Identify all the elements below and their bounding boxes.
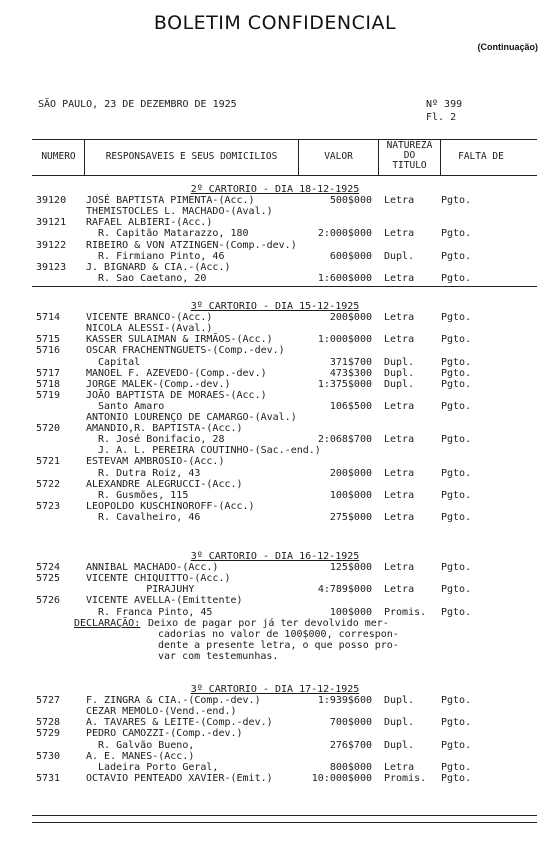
- column-header-numero: NUMERO: [41, 151, 76, 162]
- entry-number: 5725: [36, 573, 61, 585]
- entry-text: F. ZINGRA & CIA.-(Comp.-dev.): [86, 695, 261, 707]
- entry-text: R. Franca Pinto, 45: [86, 606, 213, 618]
- entry-valor: 10:000$000: [311, 772, 372, 784]
- entry-text: ALEXANDRE ALEGRUCCI-(Acc.): [86, 478, 243, 490]
- entry-valor: 2:068$700: [317, 434, 372, 446]
- entry-number: 5722: [36, 478, 61, 490]
- entry-falta: Pgto.: [441, 228, 472, 240]
- entry-natureza: Letra: [384, 400, 415, 412]
- entry-number: 5730: [36, 750, 61, 762]
- entry-valor: 125$000: [329, 562, 372, 574]
- entry-text: ANTONIO LOURENÇO DE CAMARGO-(Aval.): [86, 412, 297, 423]
- entry-natureza: Dupl.: [384, 367, 415, 379]
- entry-falta: Pgto.: [441, 511, 472, 523]
- entry-text: ANNIBAL MACHADO-(Acc.): [86, 562, 219, 574]
- entry-natureza: Letra: [384, 511, 415, 523]
- entry-number: 5727: [36, 695, 61, 707]
- entry-falta: Pgto.: [441, 695, 472, 707]
- page-title: BOLETIM CONFIDENCIAL: [153, 12, 397, 34]
- entry-number: 5721: [36, 456, 61, 468]
- entry-text: Ladeira Porto Geral,: [86, 761, 219, 773]
- entry-text: Capital: [86, 356, 141, 368]
- entry-number: 39122: [36, 239, 67, 251]
- entry-natureza: Dupl.: [384, 717, 415, 729]
- entry-text: ESTEVAM AMBROSIO-(Acc.): [86, 456, 225, 468]
- entry-number: 5723: [36, 500, 61, 512]
- entry-number: 5726: [36, 595, 61, 607]
- entry-text: KASSER SULAIMAN & IRMÃOS-(Acc.): [86, 334, 273, 346]
- entry-text: VICENTE AVELLA-(Emittente): [86, 595, 243, 607]
- section-rule: [32, 286, 537, 287]
- entry-number: 39121: [36, 217, 67, 229]
- entry-text: RAFAEL ALBIERI-(Acc.): [86, 217, 213, 229]
- declaration-label: DECLARAÇÃO:: [74, 617, 141, 629]
- entry-text: R. Gusmões, 115: [86, 489, 189, 501]
- entry-falta: Pgto.: [441, 367, 472, 379]
- entry-natureza: Dupl.: [384, 695, 415, 707]
- entry-natureza: Dupl.: [384, 250, 415, 262]
- date-line: SÃO PAULO, 23 DE DEZEMBRO DE 1925: [38, 99, 237, 110]
- entry-valor: 106$500: [329, 400, 372, 412]
- entry-text: LEOPOLDO KUSCHINOROFF-(Acc.): [86, 500, 255, 512]
- entry-number: 5714: [36, 312, 61, 324]
- entry-natureza: Letra: [384, 562, 415, 574]
- declaration-line: dente a presente letra, o que posso pro-: [158, 639, 399, 651]
- entry-natureza: Letra: [384, 584, 415, 596]
- declaration-line: var com testemunhas.: [158, 650, 279, 662]
- continuation-note: (Continuação): [477, 42, 538, 52]
- entry-valor: 800$000: [329, 761, 372, 773]
- entry-text: R. Capitão Matarazzo, 180: [86, 228, 249, 240]
- entry-number: 39123: [36, 261, 67, 273]
- entry-text: R. Dutra Roiz, 43: [86, 467, 201, 479]
- entry-number: 5729: [36, 728, 61, 740]
- header-top-rule: [32, 139, 537, 140]
- section-heading: 2º CARTORIO - DIA 18-12-1925: [190, 184, 360, 195]
- sheet-number: Fl. 2: [426, 112, 457, 123]
- entry-valor: 500$000: [329, 195, 372, 207]
- entry-falta: Pgto.: [441, 562, 472, 574]
- entry-falta: Pgto.: [441, 312, 472, 324]
- entry-falta: Pgto.: [441, 467, 472, 479]
- entry-natureza: Letra: [384, 312, 415, 324]
- entry-text: A. TAVARES & LEITE-(Comp.-dev.): [86, 717, 273, 729]
- entry-falta: Pgto.: [441, 356, 472, 368]
- entry-text: A. E. MANES-(Acc.): [86, 750, 195, 762]
- entry-falta: Pgto.: [441, 606, 472, 618]
- entry-text: R. Sao Caetano, 20: [86, 272, 207, 284]
- column-header-responsaveis: RESPONSAVEIS E SEUS DOMICILIOS: [105, 151, 278, 162]
- entry-number: 5716: [36, 345, 61, 357]
- entry-natureza: Promis.: [384, 606, 427, 618]
- entry-text: R. Cavalheiro, 46: [86, 511, 201, 523]
- entry-text: VICENTE BRANCO-(Acc.): [86, 312, 213, 324]
- entry-falta: Pgto.: [441, 250, 472, 262]
- entry-number: 5718: [36, 378, 61, 390]
- entry-number: 5728: [36, 717, 61, 729]
- declaration-line: Deixo de pagar por já ter devolvido mer-: [148, 617, 389, 629]
- entry-natureza: Letra: [384, 272, 415, 284]
- entry-natureza: Letra: [384, 467, 415, 479]
- entry-number: 39120: [36, 195, 67, 207]
- entry-text: JOÃO BAPTISTA DE MORAES-(Acc.): [86, 389, 267, 401]
- bulletin-number: Nº 399: [426, 99, 463, 110]
- entry-text: JORGE MALEK-(Comp.-dev.): [86, 378, 231, 390]
- entry-valor: 1:600$000: [317, 272, 372, 284]
- entry-number: 5724: [36, 562, 61, 574]
- entry-falta: Pgto.: [441, 772, 472, 784]
- entry-valor: 371$700: [329, 356, 372, 368]
- entry-falta: Pgto.: [441, 584, 472, 596]
- entry-natureza: Letra: [384, 334, 415, 346]
- entry-natureza: Letra: [384, 489, 415, 501]
- column-header-falta: FALTA DE: [458, 151, 504, 162]
- footer-rule: [32, 822, 537, 823]
- entry-valor: 1:939$600: [317, 695, 372, 707]
- entry-text: Santo Amaro: [86, 400, 165, 412]
- header-bottom-rule: [32, 175, 537, 176]
- entry-valor: 276$700: [329, 739, 372, 751]
- entry-valor: 275$000: [329, 511, 372, 523]
- entry-falta: Pgto.: [441, 378, 472, 390]
- entry-falta: Pgto.: [441, 434, 472, 446]
- entry-falta: Pgto.: [441, 739, 472, 751]
- entry-valor: 100$000: [329, 606, 372, 618]
- entry-valor: 100$000: [329, 489, 372, 501]
- entry-text: JOSÉ BAPTISTA PIMENTA-(Acc.): [86, 195, 255, 207]
- entry-valor: 1:375$000: [317, 378, 372, 390]
- entry-falta: Pgto.: [441, 761, 472, 773]
- entry-falta: Pgto.: [441, 334, 472, 346]
- entry-text: PIRAJUHY: [86, 584, 195, 596]
- entry-valor: 473$300: [329, 367, 372, 379]
- entry-text: NICOLA ALESSI-(Aval.): [86, 323, 213, 335]
- section-heading: 3º CARTORIO - DIA 15-12-1925: [190, 301, 360, 312]
- entry-natureza: Letra: [384, 228, 415, 240]
- section-heading: 3º CARTORIO - DIA 17-12-1925: [190, 684, 360, 695]
- entry-natureza: Dupl.: [384, 739, 415, 751]
- entry-number: 5719: [36, 389, 61, 401]
- section-heading: 3º CARTORIO - DIA 16-12-1925: [190, 551, 360, 562]
- entry-number: 5715: [36, 334, 61, 346]
- entry-text: J. BIGNARD & CIA.-(Acc.): [86, 261, 231, 273]
- entry-number: 5717: [36, 367, 61, 379]
- entry-text: R. José Bonifacio, 28: [86, 434, 225, 446]
- entry-natureza: Promis.: [384, 772, 427, 784]
- entry-valor: 700$000: [329, 717, 372, 729]
- entry-valor: 600$000: [329, 250, 372, 262]
- entry-number: 5720: [36, 423, 61, 435]
- entry-valor: 1:000$000: [317, 334, 372, 346]
- entry-text: R. Galvão Bueno,: [86, 739, 195, 751]
- footer-rule: [32, 815, 537, 816]
- entry-text: MANOEL F. AZEVEDO-(Comp.-dev.): [86, 367, 267, 379]
- entry-valor: 200$000: [329, 312, 372, 324]
- entry-text: THEMISTOCLES L. MACHADO-(Aval.): [86, 206, 273, 218]
- entry-text: OCTAVIO PENTEADO XAVIER-(Emit.): [86, 772, 273, 784]
- entry-text: AMANDIO,R. BAPTISTA-(Acc.): [86, 423, 243, 435]
- column-header-natureza: NATUREZA DO TITULO: [386, 140, 433, 171]
- entry-text: J. A. L. PEREIRA COUTINHO-(Sac.-end.): [86, 445, 321, 457]
- entry-text: R. Firmiano Pinto, 46: [86, 250, 225, 262]
- entry-natureza: Letra: [384, 761, 415, 773]
- entry-natureza: Letra: [384, 195, 415, 207]
- entry-text: RIBEIRO & VON ATZINGEN-(Comp.-dev.): [86, 239, 297, 251]
- entry-natureza: Dupl.: [384, 378, 415, 390]
- entry-falta: Pgto.: [441, 195, 472, 207]
- entry-falta: Pgto.: [441, 400, 472, 412]
- entry-text: PEDRO CAMOZZI-(Comp.-dev.): [86, 728, 243, 740]
- entry-valor: 2:000$000: [317, 228, 372, 240]
- column-header-valor: VALOR: [324, 151, 353, 162]
- entry-valor: 4:789$000: [317, 584, 372, 596]
- entry-text: VICENTE CHIQUITTO-(Acc.): [86, 573, 231, 585]
- entry-falta: Pgto.: [441, 717, 472, 729]
- entry-falta: Pgto.: [441, 272, 472, 284]
- entry-natureza: Dupl.: [384, 356, 415, 368]
- entry-falta: Pgto.: [441, 489, 472, 501]
- entry-natureza: Letra: [384, 434, 415, 446]
- declaration-line: cadorias no valor de 100$000, correspon-: [158, 628, 399, 640]
- entry-valor: 200$000: [329, 467, 372, 479]
- entry-number: 5731: [36, 772, 61, 784]
- entry-text: CEZAR MEMOLO-(Vend.-end.): [86, 706, 237, 718]
- entry-text: OSCAR FRACHENTNGUETS-(Comp.-dev.): [86, 345, 285, 357]
